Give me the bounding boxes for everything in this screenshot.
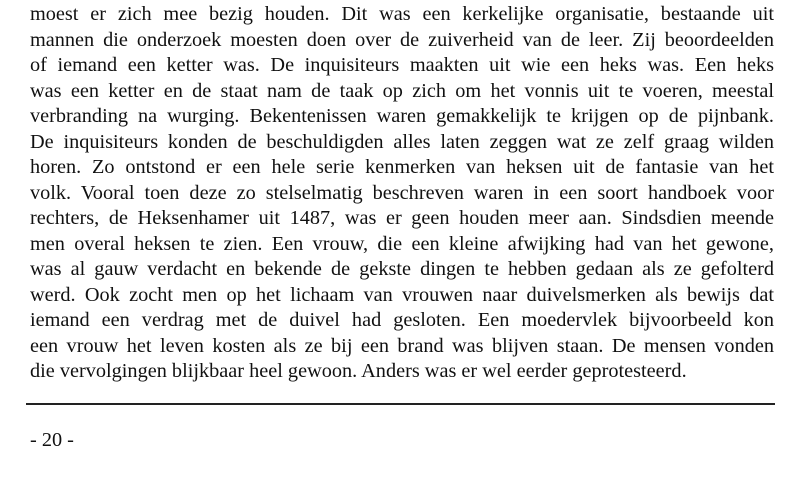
text-line: verbranding na wurging. Bekentenissen waren gemakkelijk te krijgen op de pijnbank. <box>30 105 774 127</box>
text-line: volk. Vooral toen deze zo stelselmatig beschreven waren in een soort handboek voor <box>30 181 774 204</box>
text-line: horen. Zo ontstond er een hele serie kenmerken van heksen uit de fantasie van het <box>30 156 774 178</box>
text-line: die vervolgingen blijkbaar heel gewoon. Anders was er wel eerder geprotesteerd. <box>30 360 687 382</box>
text-line: men overal heksen te zien. Een vrouw, die een kleine afwijking had van het gewone, <box>30 232 774 255</box>
text-line: was een ketter en de staat nam de taak op zich om het vonnis uit te voeren, meestal <box>30 79 774 102</box>
text-line: De inquisiteurs konden de beschuldigden alles laten zeggen wat ze zelf graag wilden <box>30 130 774 153</box>
text-line: of iemand een ketter was. De inquisiteurs maakten uit wie een heks was. Een heks <box>30 54 774 76</box>
text-line: mannen die onderzoek moesten doen over de zuiverheid van de leer. Zij beoordeelden <box>30 28 774 51</box>
text-line: moest er zich mee bezig houden. Dit was een kerkelijke organisatie, bestaande uit <box>30 3 774 25</box>
text-line: iemand een verdrag met de duivel had gesloten. Een moedervlek bijvoorbeeld kon <box>30 309 774 331</box>
text-line: werd. Ook zocht men op het lichaam van vrouwen naar duivelsmerken als bewijs dat <box>30 283 774 306</box>
text-line: was al gauw verdacht en bekende de gekste dingen te hebben gedaan als ze gefolterd <box>30 258 774 280</box>
page-number: - 20 - <box>30 429 74 451</box>
body-paragraph <box>30 2 774 385</box>
text-line: een vrouw het leven kosten als ze bij een brand was blijven staan. De mensen vonden <box>30 334 774 357</box>
text-line: rechters, de Heksenhamer uit 1487, was er geen houden meer aan. Sindsdien meende <box>30 207 774 229</box>
footer-divider <box>26 403 775 405</box>
